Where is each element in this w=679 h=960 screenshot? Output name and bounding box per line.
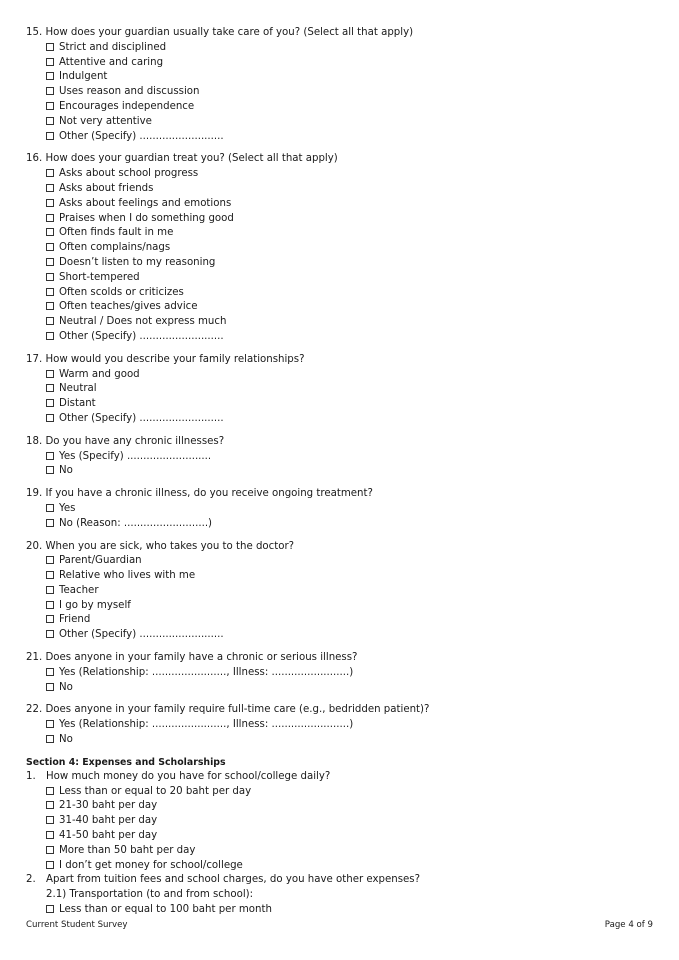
checkbox[interactable] — [46, 720, 54, 728]
question-text-line — [26, 651, 656, 666]
question-text-line — [26, 26, 656, 41]
option-label: Distant — [59, 398, 96, 410]
option-label: Uses reason and discussion — [59, 86, 200, 98]
question-text: When you are sick, who takes you to the doctor? — [45, 540, 295, 552]
checkbox[interactable] — [46, 258, 54, 266]
checkbox[interactable] — [46, 683, 54, 691]
option-label: Teacher — [59, 584, 99, 596]
checkbox[interactable] — [46, 288, 54, 296]
option-row — [26, 300, 656, 315]
option-label: 31-40 baht per day — [59, 815, 158, 827]
question-block — [26, 26, 656, 144]
sub-question: 2.1) Transportation (to and from school): — [46, 889, 254, 901]
checkbox[interactable] — [46, 414, 54, 422]
option-row — [26, 368, 656, 383]
question-number: 18. — [26, 435, 43, 447]
option-label: Parent/Guardian — [59, 555, 142, 567]
spacer — [26, 144, 656, 152]
option-label: Asks about school progress — [59, 168, 199, 180]
checkbox[interactable] — [46, 228, 54, 236]
question-block — [26, 487, 656, 531]
question-text: How would you describe your family relationships? — [45, 353, 305, 365]
checkbox[interactable] — [46, 102, 54, 110]
option-row — [26, 100, 656, 115]
option-label: Neutral — [59, 383, 97, 395]
spacer — [26, 427, 656, 435]
option-label: No (Reason: ..........................) — [59, 517, 213, 529]
option-row — [26, 382, 656, 397]
option-label: Often teaches/gives advice — [59, 301, 198, 313]
checkbox[interactable] — [46, 199, 54, 207]
option-row — [26, 628, 656, 643]
option-row — [26, 85, 656, 100]
option-label: Yes (Relationship: ......................., Illness: ........................) — [59, 719, 354, 731]
option-row — [26, 613, 656, 628]
option-label: Asks about feelings and emotions — [59, 197, 232, 209]
option-row — [26, 286, 656, 301]
option-row — [26, 681, 656, 696]
option-label: Other (Specify) .......................... — [59, 130, 224, 142]
checkbox[interactable] — [46, 519, 54, 527]
option-row — [26, 584, 656, 599]
question-text-line — [26, 487, 656, 502]
option-row — [26, 412, 656, 427]
option-label: Praises when I do something good — [59, 212, 234, 224]
checkbox[interactable] — [46, 184, 54, 192]
spacer — [26, 532, 656, 540]
option-row — [26, 502, 656, 517]
question-block — [26, 435, 656, 479]
checkbox[interactable] — [46, 556, 54, 564]
option-row — [26, 844, 656, 859]
question-number: 17. — [26, 353, 43, 365]
option-row — [26, 517, 656, 532]
option-label: Relative who lives with me — [59, 570, 196, 582]
option-label: Short-tempered — [59, 271, 140, 283]
checkbox[interactable] — [46, 384, 54, 392]
checkbox[interactable] — [46, 571, 54, 579]
checkbox[interactable] — [46, 801, 54, 809]
option-label: Attentive and caring — [59, 56, 164, 68]
option-label: Less than or equal to 100 baht per month — [59, 904, 272, 916]
option-label: Indulgent — [59, 71, 108, 83]
checkbox[interactable] — [46, 243, 54, 251]
checkbox[interactable] — [46, 132, 54, 140]
checkbox[interactable] — [46, 87, 54, 95]
option-row — [26, 599, 656, 614]
option-row — [26, 799, 656, 814]
checkbox[interactable] — [46, 58, 54, 66]
option-row — [26, 56, 656, 71]
checkbox[interactable] — [46, 214, 54, 222]
option-label: I go by myself — [59, 599, 131, 611]
question-number: 1. — [26, 770, 36, 782]
option-row — [26, 271, 656, 286]
checkbox[interactable] — [46, 466, 54, 474]
option-label: More than 50 baht per day — [59, 844, 196, 856]
checkbox[interactable] — [46, 273, 54, 281]
question-text-line — [26, 873, 656, 888]
option-label: Often finds fault in me — [59, 227, 174, 239]
option-label: Warm and good — [59, 368, 140, 380]
question-text: How does your guardian usually take care of you? (Select all that apply) — [45, 27, 414, 38]
option-row — [26, 450, 656, 465]
question-number: 21. — [26, 652, 43, 664]
checkbox[interactable] — [46, 169, 54, 177]
option-label: No — [59, 681, 73, 693]
question-number: 2. — [26, 874, 36, 886]
option-row — [26, 212, 656, 227]
checkbox[interactable] — [46, 332, 54, 340]
option-row — [26, 256, 656, 271]
checkbox[interactable] — [46, 117, 54, 125]
spacer — [26, 479, 656, 487]
option-row — [26, 903, 656, 918]
option-label: Often complains/nags — [59, 242, 171, 254]
checkbox[interactable] — [46, 370, 54, 378]
option-label: Other (Specify) .......................... — [59, 330, 224, 342]
checkbox[interactable] — [46, 787, 54, 795]
question-text: Apart from tuition fees and school charges, do you have other expenses? — [46, 874, 420, 886]
option-label: Asks about friends — [59, 182, 154, 194]
checkbox[interactable] — [46, 831, 54, 839]
question-number: 16. — [26, 153, 43, 165]
option-label: 21-30 baht per day — [59, 800, 158, 812]
option-label: No — [59, 734, 73, 746]
option-label: Yes (Specify) .......................... — [59, 450, 212, 462]
question-text: How much money do you have for school/college daily? — [46, 770, 331, 782]
question-text: Does anyone in your family have a chronic or serious illness? — [45, 652, 358, 664]
checkbox[interactable] — [46, 630, 54, 638]
checkbox[interactable] — [46, 905, 54, 913]
spacer — [26, 748, 656, 756]
question-text: How does your guardian treat you? (Select all that apply) — [45, 153, 338, 165]
option-row — [26, 718, 656, 733]
spacer — [26, 345, 656, 353]
question-text: If you have a chronic illness, do you receive ongoing treatment? — [45, 488, 373, 500]
question-number: 15. — [26, 27, 43, 38]
option-row — [26, 182, 656, 197]
section-heading: Section 4: Expenses and Scholarships — [26, 756, 226, 768]
option-label: Yes — [59, 502, 76, 514]
page-content — [26, 26, 656, 918]
option-label: Not very attentive — [59, 115, 152, 127]
spacer — [26, 695, 656, 703]
question-text-line — [26, 435, 656, 450]
option-row — [26, 569, 656, 584]
checkbox[interactable] — [46, 615, 54, 623]
option-row — [26, 70, 656, 85]
question-text-line — [26, 152, 656, 167]
option-row — [26, 197, 656, 212]
question-number: 22. — [26, 704, 43, 716]
question-text-line — [26, 353, 656, 368]
question-block — [26, 651, 656, 695]
question-text: Do you have any chronic illnesses? — [45, 435, 225, 447]
checkbox[interactable] — [46, 668, 54, 676]
option-row — [26, 315, 656, 330]
option-row — [26, 226, 656, 241]
option-label: Doesn’t listen to my reasoning — [59, 256, 216, 268]
option-row — [26, 814, 656, 829]
option-label: Neutral / Does not express much — [59, 316, 227, 328]
option-row — [26, 733, 656, 748]
checkbox[interactable] — [46, 846, 54, 854]
option-label: 41-50 baht per day — [59, 830, 158, 842]
footer-page-number: Page 4 of 9 — [604, 920, 653, 930]
checkbox[interactable] — [46, 601, 54, 609]
question-number: 19. — [26, 488, 43, 500]
question-text-line — [26, 703, 656, 718]
footer-title: Current Student Survey — [26, 920, 128, 930]
option-label: Less than or equal to 20 baht per day — [59, 785, 252, 797]
option-label: I don’t get money for school/college — [59, 859, 243, 871]
question-block — [26, 703, 656, 747]
option-row — [26, 41, 656, 56]
option-label: No — [59, 465, 73, 477]
checkbox[interactable] — [46, 504, 54, 512]
question-block — [26, 540, 656, 644]
option-label: Strict and disciplined — [59, 41, 167, 53]
question-text: Does anyone in your family require full-time care (e.g., bedridden patient)? — [45, 704, 430, 716]
option-label: Often scolds or criticizes — [59, 286, 184, 298]
question-text-line — [26, 540, 656, 555]
checkbox[interactable] — [46, 586, 54, 594]
spacer — [26, 643, 656, 651]
checkbox[interactable] — [46, 399, 54, 407]
option-row — [26, 859, 656, 874]
option-row — [26, 130, 656, 145]
checkbox[interactable] — [46, 72, 54, 80]
option-row — [26, 167, 656, 182]
option-label: Other (Specify) .......................... — [59, 412, 224, 424]
checkbox[interactable] — [46, 317, 54, 325]
option-label: Friend — [59, 614, 91, 626]
option-label: Other (Specify) .......................... — [59, 629, 224, 641]
checkbox[interactable] — [46, 735, 54, 743]
option-row — [26, 785, 656, 800]
option-row — [26, 330, 656, 345]
checkbox[interactable] — [46, 452, 54, 460]
checkbox[interactable] — [46, 861, 54, 869]
question-block — [26, 353, 656, 427]
question-number: 20. — [26, 540, 43, 552]
checkbox[interactable] — [46, 43, 54, 51]
checkbox[interactable] — [46, 302, 54, 310]
option-row — [26, 554, 656, 569]
question-text-line — [26, 770, 656, 785]
option-label: Encourages independence — [59, 100, 195, 112]
option-row — [26, 464, 656, 479]
option-row — [26, 241, 656, 256]
question-block — [26, 152, 656, 344]
option-label: Yes (Relationship: ......................., Illness: ........................) — [59, 666, 354, 678]
option-row — [26, 666, 656, 681]
option-row — [26, 829, 656, 844]
option-row — [26, 115, 656, 130]
option-row — [26, 397, 656, 412]
checkbox[interactable] — [46, 816, 54, 824]
